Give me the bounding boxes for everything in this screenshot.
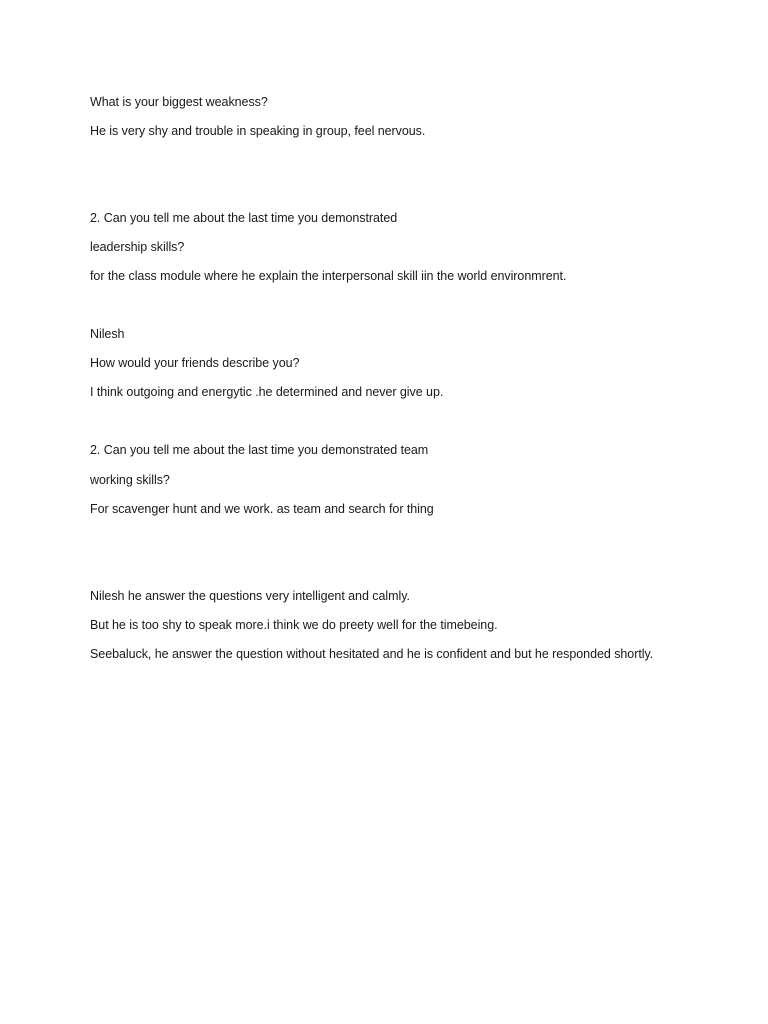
question-teamwork-line-1: 2. Can you tell me about the last time you demonstrated team (90, 443, 429, 457)
question-friends: How would your friends describe you? (90, 356, 300, 370)
summary-line-1: Nilesh he answer the questions very intelligent and calmly. (90, 589, 410, 603)
answer-leadership: for the class module where he explain the interpersonal skill iin the world environmrent. (90, 269, 567, 283)
candidate-name: Nilesh (90, 327, 125, 341)
question-leadership-line-2: leadership skills? (90, 240, 185, 254)
answer-friends: I think outgoing and energytic .he determined and never give up. (90, 385, 444, 399)
question-teamwork-line-2: working skills? (90, 473, 170, 487)
summary-line-2: But he is too shy to speak more.i think we do preety well for the timebeing. (90, 618, 498, 632)
question-weakness: What is your biggest weakness? (90, 95, 268, 109)
answer-weakness: He is very shy and trouble in speaking in group, feel nervous. (90, 124, 426, 138)
question-leadership-line-1: 2. Can you tell me about the last time you demonstrated (90, 211, 398, 225)
summary-line-3: Seebaluck, he answer the question without hesitated and he is confident and but he responded shortly. (90, 647, 654, 661)
answer-teamwork: For scavenger hunt and we work. as team and search for thing (90, 502, 434, 516)
